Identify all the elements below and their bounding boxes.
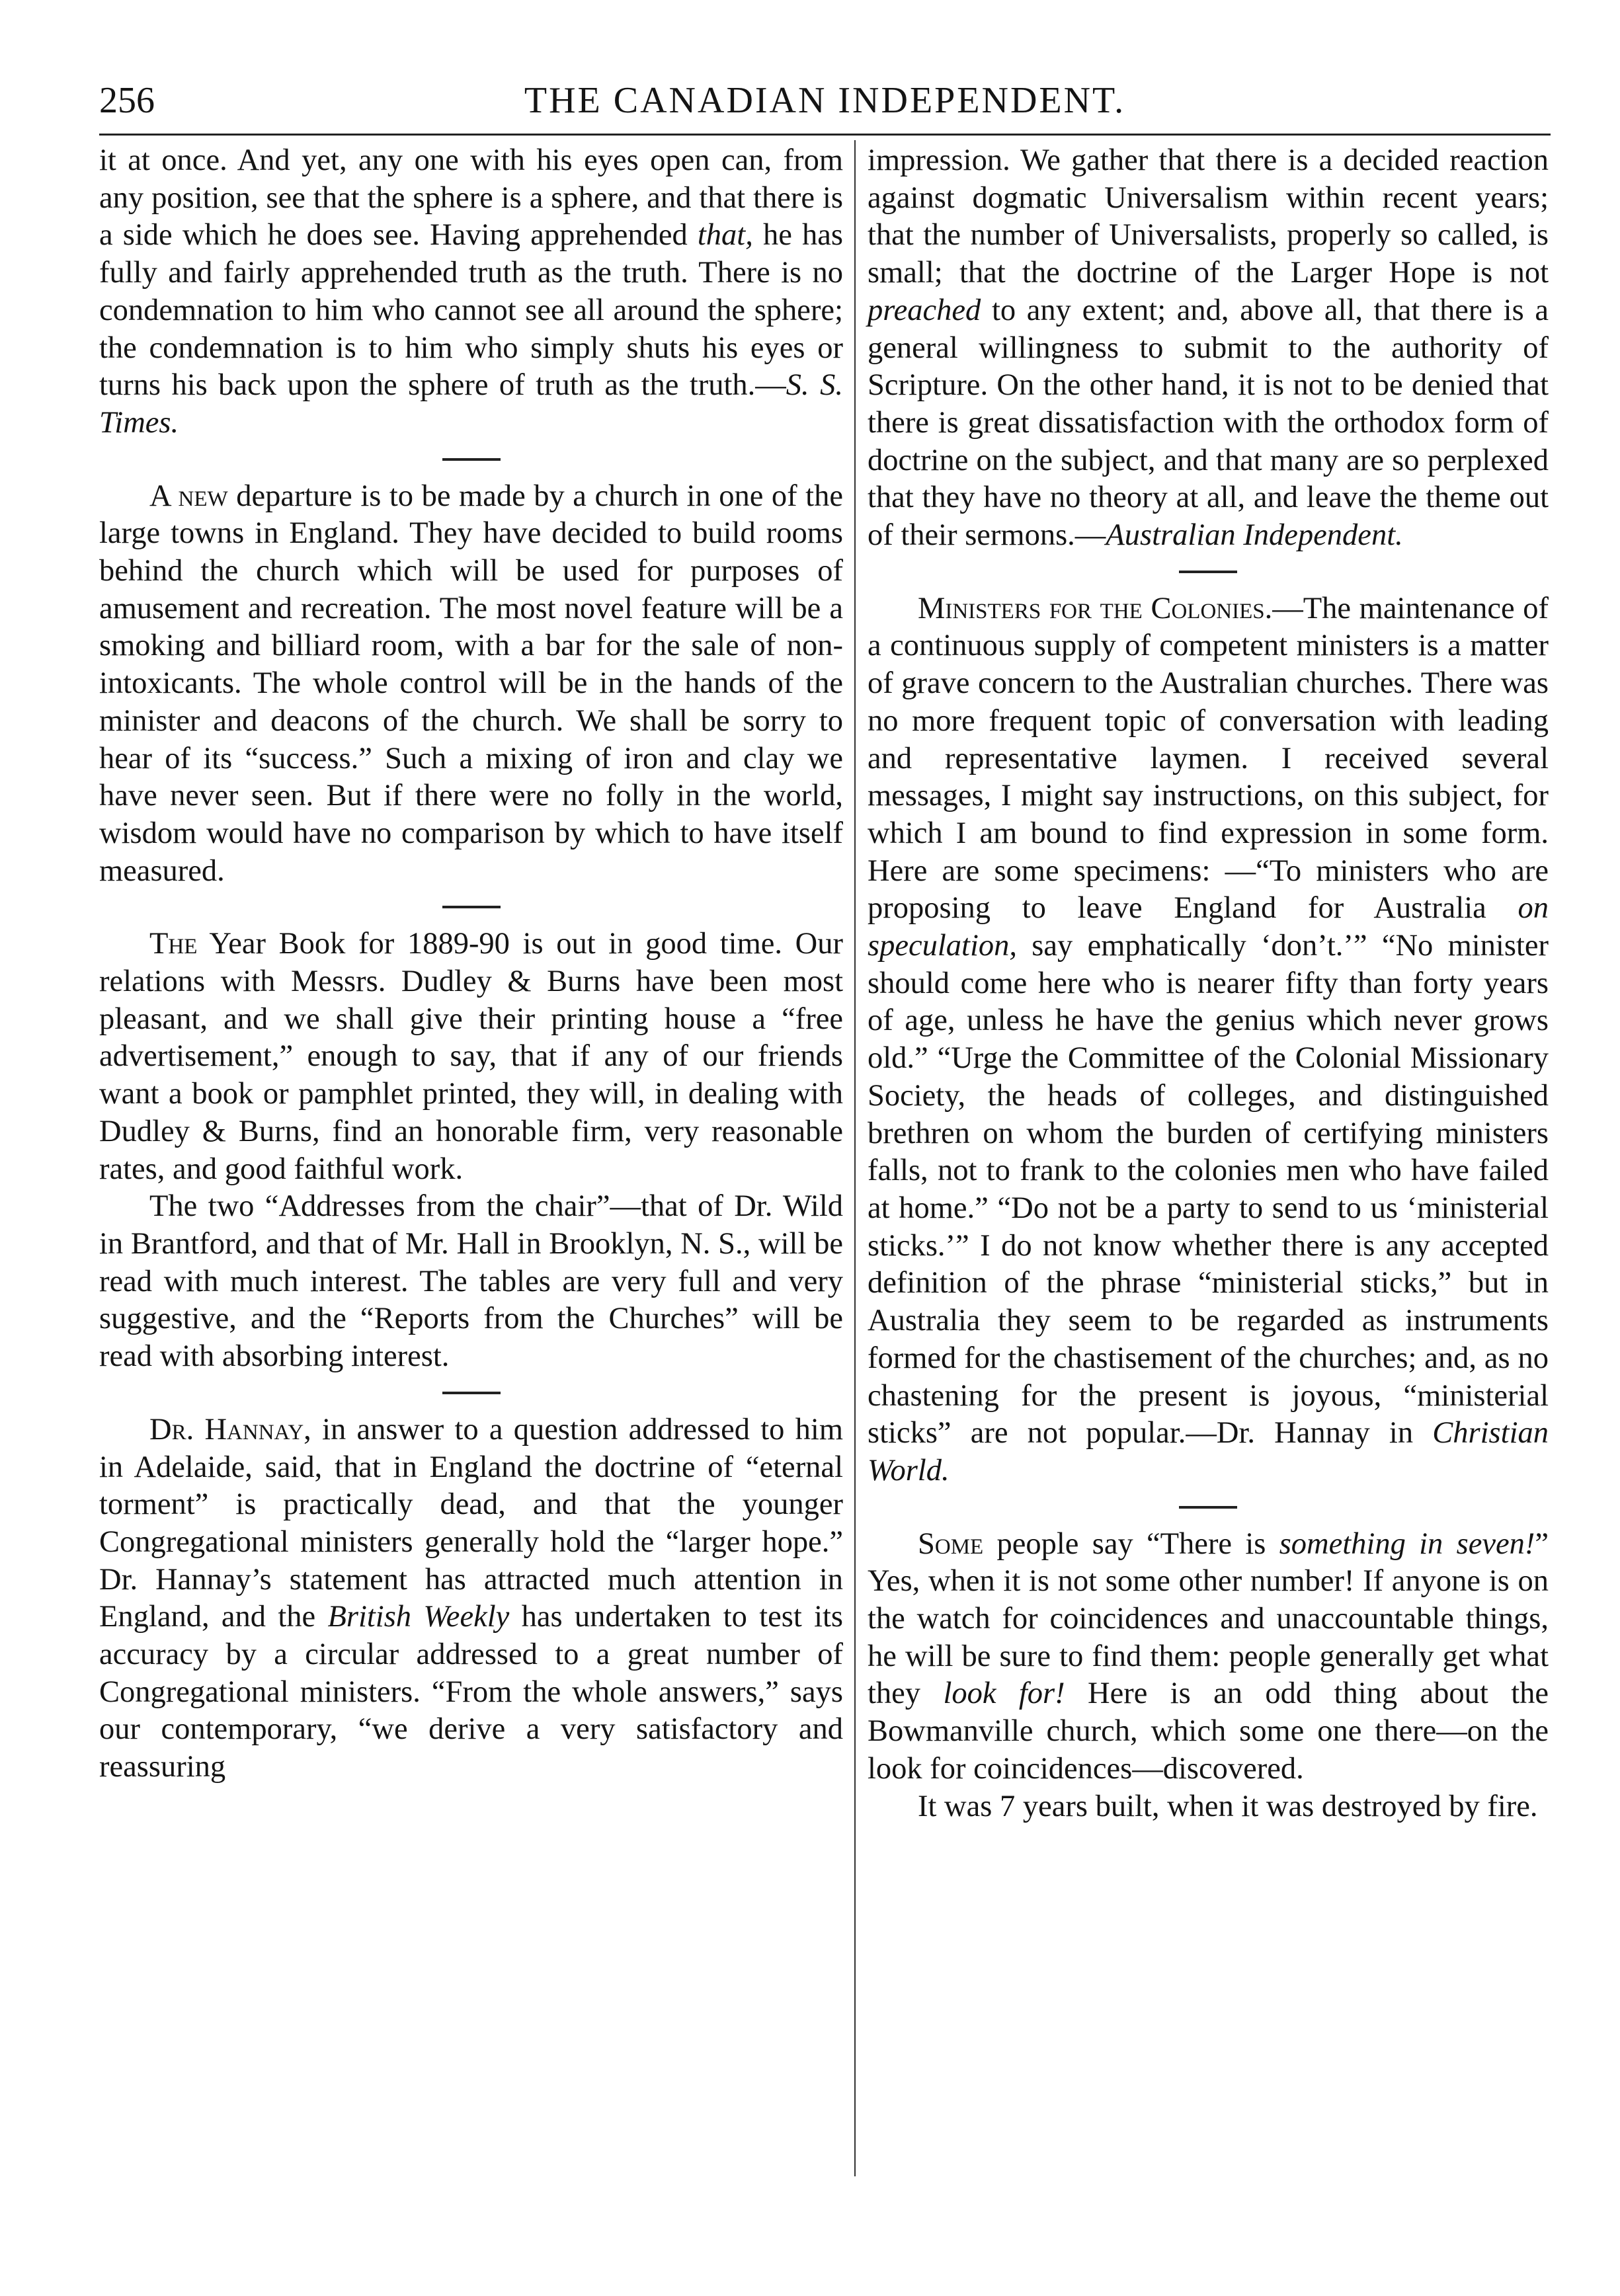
page-header	[99, 74, 1551, 136]
right-column	[868, 142, 1549, 1825]
addresses-paragraph: The two “Addresses from the chair”—that of Dr. Wild in Brantford, and that of Mr. Hall in Brooklyn, N. S., will be read with much interest. The tables are very full and very suggestive, and the “Reports from the Churches” will be read with absorbing interest.	[99, 1189, 843, 1374]
section-separator	[1179, 1506, 1237, 1509]
running-title: THE CANADIAN INDEPENDENT.	[524, 80, 1126, 121]
new-departure-paragraph: A new departure is to be made by a church in one of the large towns in England. They have decided to build rooms behind the church which will be used for purposes of amusement and recreation. The most novel feature will be a smoking and billiard room, with a bar for the sale of non-intoxicants. The whole control will be in the hands of the minister and deacons of the church. We shall be sorry to hear of its “success.” Such a mixing of iron and clay we have never seen. But if there were no folly in the world, wisdom would have no comparison by which to have itself measured.	[99, 479, 843, 888]
column-divider	[854, 140, 856, 2176]
year-book-paragraph: The Year Book for 1889-90 is out in good time. Our relations with Messrs. Dudley & Burns have been most pleasant, and we shall give their printing house a “free advertisement,” enough to say, that if any of our friends want a book or pamphlet printed, they will, in dealing with Dudley & Burns, find an honorable firm, very reasonable rates, and good faithful work.	[99, 927, 843, 1186]
sphere-paragraph: it at once. And yet, any one with his eyes open can, from any position, see that the sphere is a sphere, and that there is a side which he does see. Having apprehended that, he has fully and fairly apprehended truth as the truth. There is no condemnation to him who cannot see all around the sphere; the condemnation is to him who simply shuts his eyes or turns his back upon the sphere of truth as the truth.—S. S. Times.	[99, 143, 844, 440]
page-number: 256	[99, 80, 155, 121]
section-separator	[442, 906, 501, 908]
seven-years-paragraph: It was 7 years built, when it was destroyed by fire.	[918, 1789, 1538, 1823]
section-separator	[1179, 571, 1237, 573]
universalism-paragraph: impression. We gather that there is a decided reaction against dogmatic Universalism within recent years; that the number of Universalists, properly so called, is small; that the doctrine of the Larger Hope is not preached to any extent; and, above all, that there is a general willingness to submit to the authority of Scripture. On the other hand, it is not to be denied that there is great dissatisfaction with the orthodox form of doctrine on the subject, and that many are so perplexed that they have no theory at all, and leave the theme out of their sermons.—Australian Independent.	[868, 143, 1549, 553]
left-column	[99, 142, 843, 1786]
section-separator	[442, 458, 501, 461]
section-separator	[442, 1392, 501, 1394]
something-in-seven-paragraph: Some people say “There is something in seven!” Yes, when it is not some other number! If anyone is on the watch for coincidences and unaccountable things, he will be sure to find them: people generally get what they look for! Here is an odd thing about the Bowmanville church, which some one there—on the look for coincidences—discovered.	[868, 1526, 1549, 1786]
hannay-paragraph: Dr. Hannay, in answer to a question addressed to him in Adelaide, said, that in England the doctrine of “eternal torment” is practically dead, and that the younger Congregational ministers generally hold the “larger hope.” Dr. Hannay’s statement has attracted much attention in England, and the British Weekly has undertaken to test its accuracy by a circular addressed to a great number of Congregational ministers. “From the whole answers,” says our contemporary, “we derive a very satisfactory and reassuring	[99, 1412, 843, 1784]
ministers-colonies-paragraph: Ministers for the Colonies.—The maintenance of a continuous supply of competent ministers is a matter of grave concern to the Australian churches. There was no more frequent topic of conversation with leading and representative laymen. I received several messages, I might say instructions, on this subject, for which I am bound to find expression in some form. Here are some specimens: —“To ministers who are proposing to leave England for Australia on speculation, say emphatically ‘don’t.’” “No minister should come here who is nearer fifty than forty years of age, unless he have the genius which never grows old.” “Urge the Committee of the Colonial Missionary Society, the heads of colleges, and distinguished brethren on whom the burden of certifying ministers falls, not to frank to the colonies men who have failed at home.” “Do not be a party to send to us ‘ministerial sticks.’” I do not know whether there is any accepted definition of the phrase “ministerial sticks,” but in Australia they seem to be regarded as instruments formed for the chastisement of the churches; and, as no chastening for the present is joyous, “ministerial sticks” are not popular.—Dr. Hannay in Christian World.	[868, 591, 1549, 1487]
